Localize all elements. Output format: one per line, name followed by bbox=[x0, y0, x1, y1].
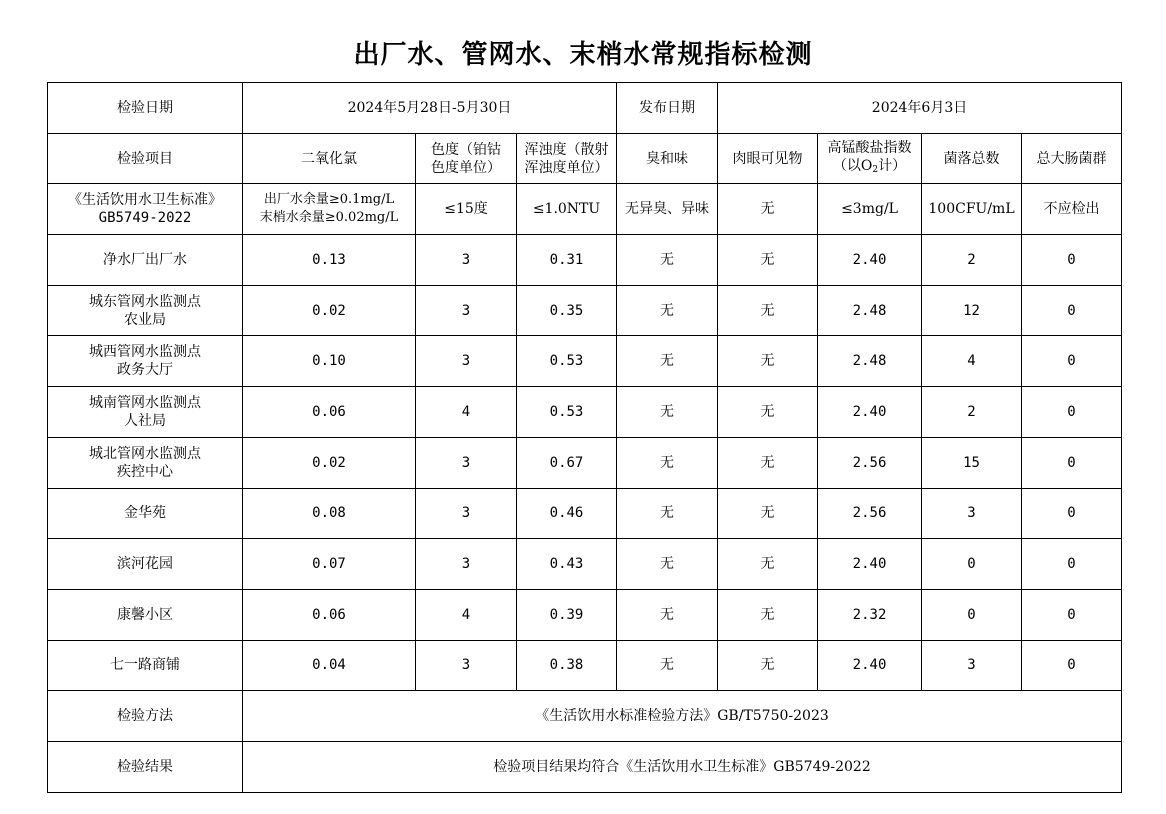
standard-color: ≤15度 bbox=[416, 184, 517, 235]
standard-chlorine bbox=[243, 184, 416, 235]
site-name-line1: 城北管网水监测点 bbox=[89, 445, 201, 462]
chlorine-value: 0.08 bbox=[243, 488, 416, 539]
color-value: 3 bbox=[416, 488, 517, 539]
col-colonies: 菌落总数 bbox=[922, 133, 1022, 184]
odor-value: 无 bbox=[617, 488, 718, 539]
odor-value: 无 bbox=[617, 589, 718, 640]
table-row bbox=[48, 539, 1122, 590]
color-value: 4 bbox=[416, 387, 517, 438]
chlorine-value: 0.02 bbox=[243, 285, 416, 336]
table-row bbox=[48, 589, 1122, 640]
site-name bbox=[48, 387, 243, 438]
turbidity-value: 0.53 bbox=[517, 336, 617, 387]
colonies-value: 4 bbox=[922, 336, 1022, 387]
col-cod bbox=[818, 133, 922, 184]
site-name bbox=[48, 437, 243, 488]
coliform-value: 0 bbox=[1022, 539, 1122, 590]
chlorine-value: 0.02 bbox=[243, 437, 416, 488]
site-name-line1: 金华苑 bbox=[124, 505, 166, 522]
site-name bbox=[48, 488, 243, 539]
site-name-line2: 疾控中心 bbox=[117, 463, 173, 480]
site-name bbox=[48, 235, 243, 286]
odor-value: 无 bbox=[617, 387, 718, 438]
colonies-value: 0 bbox=[922, 589, 1022, 640]
chlorine-value: 0.07 bbox=[243, 539, 416, 590]
odor-value: 无 bbox=[617, 437, 718, 488]
visible-value: 无 bbox=[718, 589, 818, 640]
turbidity-value: 0.31 bbox=[517, 235, 617, 286]
water-quality-table bbox=[47, 82, 1122, 793]
test-item-label: 检验项目 bbox=[48, 133, 243, 184]
colonies-value: 2 bbox=[922, 235, 1022, 286]
result-label: 检验结果 bbox=[48, 741, 243, 792]
odor-value: 无 bbox=[617, 235, 718, 286]
odor-value: 无 bbox=[617, 539, 718, 590]
col-cod-line2-sub: 2 bbox=[872, 164, 879, 175]
test-date-label: 检验日期 bbox=[48, 83, 243, 134]
odor-value: 无 bbox=[617, 285, 718, 336]
col-cod-line2-post: 计） bbox=[878, 157, 907, 174]
visible-value: 无 bbox=[718, 235, 818, 286]
col-turbidity-line2: 浑浊度单位） bbox=[524, 159, 609, 176]
color-value: 3 bbox=[416, 285, 517, 336]
color-value: 3 bbox=[416, 640, 517, 691]
color-value: 3 bbox=[416, 437, 517, 488]
standard-name-line2: GB5749-2022 bbox=[98, 210, 192, 227]
col-chlorine: 二氧化氯 bbox=[243, 133, 416, 184]
table-row bbox=[48, 488, 1122, 539]
table-row bbox=[48, 285, 1122, 336]
site-name-line2: 农业局 bbox=[124, 311, 166, 328]
chlorine-value: 0.06 bbox=[243, 589, 416, 640]
standard-turbidity: ≤1.0NTU bbox=[517, 184, 617, 235]
standard-visible: 无 bbox=[718, 184, 818, 235]
col-turbidity bbox=[517, 133, 617, 184]
visible-value: 无 bbox=[718, 285, 818, 336]
chlorine-value: 0.10 bbox=[243, 336, 416, 387]
turbidity-value: 0.39 bbox=[517, 589, 617, 640]
site-name-line2: 人社局 bbox=[124, 412, 166, 429]
colonies-value: 15 bbox=[922, 437, 1022, 488]
site-name bbox=[48, 640, 243, 691]
table-row bbox=[48, 640, 1122, 691]
cod-value: 2.40 bbox=[818, 235, 922, 286]
coliform-value: 0 bbox=[1022, 589, 1122, 640]
publish-date-label: 发布日期 bbox=[617, 83, 718, 134]
col-coliform: 总大肠菌群 bbox=[1022, 133, 1122, 184]
col-color-line1: 色度（铂钴 bbox=[431, 141, 501, 158]
site-name bbox=[48, 589, 243, 640]
col-cod-line2-pre: （以O bbox=[832, 157, 873, 174]
cod-value: 2.40 bbox=[818, 640, 922, 691]
standard-row bbox=[48, 184, 1122, 235]
coliform-value: 0 bbox=[1022, 488, 1122, 539]
color-value: 3 bbox=[416, 336, 517, 387]
site-name-line1: 城西管网水监测点 bbox=[89, 344, 201, 361]
cod-value: 2.40 bbox=[818, 539, 922, 590]
table-row bbox=[48, 387, 1122, 438]
standard-name bbox=[48, 184, 243, 235]
site-name-line1: 康馨小区 bbox=[117, 606, 173, 623]
color-value: 3 bbox=[416, 235, 517, 286]
coliform-value: 0 bbox=[1022, 235, 1122, 286]
header-row bbox=[48, 133, 1122, 184]
standard-odor: 无异臭、异味 bbox=[617, 184, 718, 235]
page-title: 出厂水、管网水、末梢水常规指标检测 bbox=[353, 40, 813, 70]
turbidity-value: 0.38 bbox=[517, 640, 617, 691]
coliform-value: 0 bbox=[1022, 285, 1122, 336]
chlorine-value: 0.13 bbox=[243, 235, 416, 286]
cod-value: 2.56 bbox=[818, 488, 922, 539]
site-name-line1: 城南管网水监测点 bbox=[89, 394, 201, 411]
table-row bbox=[48, 437, 1122, 488]
col-turbidity-line1: 浑浊度（散射 bbox=[524, 141, 609, 158]
odor-value: 无 bbox=[617, 640, 718, 691]
colonies-value: 2 bbox=[922, 387, 1022, 438]
site-name-line2: 政务大厅 bbox=[117, 362, 173, 379]
coliform-value: 0 bbox=[1022, 437, 1122, 488]
test-date-value: 2024年5月28日-5月30日 bbox=[243, 83, 617, 134]
coliform-value: 0 bbox=[1022, 387, 1122, 438]
cod-value: 2.32 bbox=[818, 589, 922, 640]
cod-value: 2.48 bbox=[818, 336, 922, 387]
method-label: 检验方法 bbox=[48, 691, 243, 742]
colonies-value: 12 bbox=[922, 285, 1022, 336]
standard-cod: ≤3mg/L bbox=[818, 184, 922, 235]
date-row bbox=[48, 83, 1122, 134]
standard-chlorine-line2: 末梢水余量≥0.02mg/L bbox=[259, 210, 399, 226]
table-row bbox=[48, 235, 1122, 286]
cod-value: 2.48 bbox=[818, 285, 922, 336]
col-cod-line2 bbox=[820, 157, 919, 179]
visible-value: 无 bbox=[718, 336, 818, 387]
result-value: 检验项目结果均符合《生活饮用水卫生标准》GB5749-2022 bbox=[243, 741, 1122, 792]
turbidity-value: 0.67 bbox=[517, 437, 617, 488]
col-cod-line1: 高锰酸盐指数 bbox=[827, 139, 912, 156]
site-name bbox=[48, 336, 243, 387]
result-row bbox=[48, 741, 1122, 792]
cod-value: 2.40 bbox=[818, 387, 922, 438]
site-name bbox=[48, 285, 243, 336]
col-odor: 臭和味 bbox=[617, 133, 718, 184]
colonies-value: 0 bbox=[922, 539, 1022, 590]
turbidity-value: 0.43 bbox=[517, 539, 617, 590]
site-name-line1: 七一路商铺 bbox=[110, 657, 180, 674]
chlorine-value: 0.06 bbox=[243, 387, 416, 438]
colonies-value: 3 bbox=[922, 488, 1022, 539]
colonies-value: 3 bbox=[922, 640, 1022, 691]
visible-value: 无 bbox=[718, 539, 818, 590]
table-row bbox=[48, 336, 1122, 387]
standard-name-line1: 《生活饮用水卫生标准》 bbox=[68, 192, 222, 209]
standard-chlorine-line1: 出厂水余量≥0.1mg/L bbox=[263, 192, 395, 208]
cod-value: 2.56 bbox=[818, 437, 922, 488]
coliform-value: 0 bbox=[1022, 640, 1122, 691]
method-value: 《生活饮用水标准检验方法》GB/T5750-2023 bbox=[243, 691, 1122, 742]
odor-value: 无 bbox=[617, 336, 718, 387]
site-name-line1: 城东管网水监测点 bbox=[89, 293, 201, 310]
publish-date-value: 2024年6月3日 bbox=[718, 83, 1122, 134]
color-value: 4 bbox=[416, 589, 517, 640]
col-color-line2: 色度单位） bbox=[431, 159, 501, 176]
visible-value: 无 bbox=[718, 640, 818, 691]
col-color bbox=[416, 133, 517, 184]
color-value: 3 bbox=[416, 539, 517, 590]
turbidity-value: 0.53 bbox=[517, 387, 617, 438]
turbidity-value: 0.46 bbox=[517, 488, 617, 539]
site-name-line1: 净水厂出厂水 bbox=[103, 251, 187, 268]
turbidity-value: 0.35 bbox=[517, 285, 617, 336]
site-name bbox=[48, 539, 243, 590]
standard-colonies: 100CFU/mL bbox=[922, 184, 1022, 235]
coliform-value: 0 bbox=[1022, 336, 1122, 387]
visible-value: 无 bbox=[718, 488, 818, 539]
chlorine-value: 0.04 bbox=[243, 640, 416, 691]
site-name-line1: 滨河花园 bbox=[117, 556, 173, 573]
visible-value: 无 bbox=[718, 387, 818, 438]
method-row bbox=[48, 691, 1122, 742]
standard-coliform: 不应检出 bbox=[1022, 184, 1122, 235]
visible-value: 无 bbox=[718, 437, 818, 488]
col-visible: 肉眼可见物 bbox=[718, 133, 818, 184]
